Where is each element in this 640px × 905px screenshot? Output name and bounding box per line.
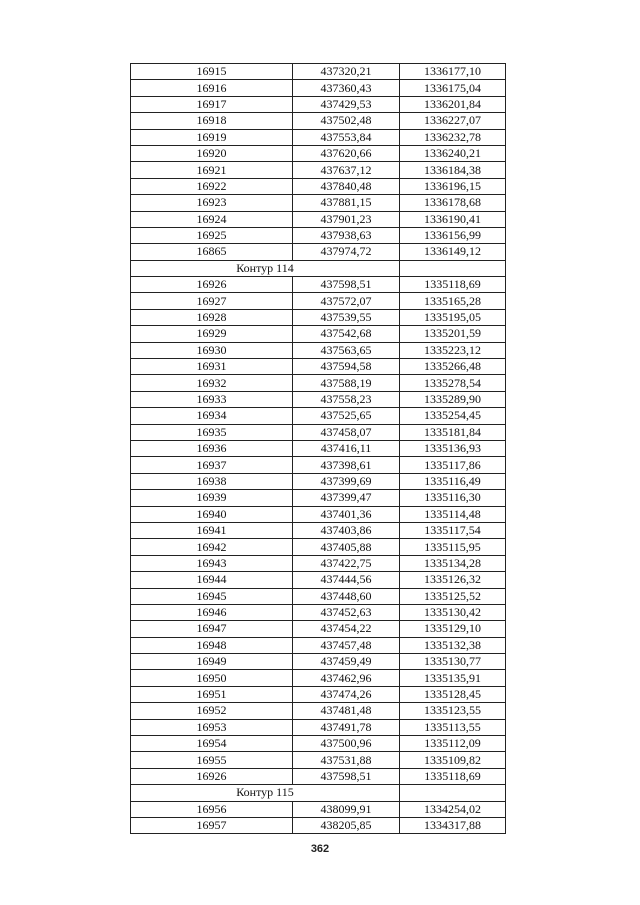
table-row — [131, 752, 506, 768]
x-coordinate-cell: 437398,61 — [293, 457, 400, 473]
table-row — [131, 80, 506, 96]
table-row — [131, 359, 506, 375]
x-coordinate-cell: 438205,85 — [293, 817, 400, 833]
point-number-cell: 16928 — [131, 309, 293, 325]
point-number-cell: 16936 — [131, 440, 293, 456]
x-coordinate-cell: 437572,07 — [293, 293, 400, 309]
point-number-cell: 16940 — [131, 506, 293, 522]
y-coordinate-cell: 1336190,41 — [400, 211, 506, 227]
table-row — [131, 96, 506, 112]
x-coordinate-cell: 437637,12 — [293, 162, 400, 178]
y-coordinate-cell: 1335109,82 — [400, 752, 506, 768]
y-coordinate-cell: 1335136,93 — [400, 440, 506, 456]
table-row — [131, 637, 506, 653]
y-coordinate-cell: 1336184,38 — [400, 162, 506, 178]
table-row — [131, 604, 506, 620]
point-number-cell: 16946 — [131, 604, 293, 620]
y-coordinate-cell: 1335135,91 — [400, 670, 506, 686]
point-number-cell: 16921 — [131, 162, 293, 178]
x-coordinate-cell: 437531,88 — [293, 752, 400, 768]
x-coordinate-cell: 437405,88 — [293, 539, 400, 555]
y-coordinate-cell: 1335113,55 — [400, 719, 506, 735]
point-number-cell: 16950 — [131, 670, 293, 686]
point-number-cell: 16938 — [131, 473, 293, 489]
x-coordinate-cell: 437399,69 — [293, 473, 400, 489]
table-row — [131, 145, 506, 161]
y-coordinate-cell: 1336196,15 — [400, 178, 506, 194]
y-coordinate-cell: 1336156,99 — [400, 227, 506, 243]
point-number-cell: 16930 — [131, 342, 293, 358]
table-row — [131, 129, 506, 145]
table-row — [131, 342, 506, 358]
y-coordinate-cell: 1335201,59 — [400, 326, 506, 342]
table-row — [131, 473, 506, 489]
x-coordinate-cell: 437542,68 — [293, 326, 400, 342]
contour-header-row — [131, 785, 506, 801]
x-coordinate-cell: 437481,48 — [293, 703, 400, 719]
table-row — [131, 768, 506, 784]
y-coordinate-cell: 1335130,77 — [400, 654, 506, 670]
contour-header-row — [131, 260, 506, 276]
x-coordinate-cell: 437416,11 — [293, 440, 400, 456]
x-coordinate-cell: 437458,07 — [293, 424, 400, 440]
table-row — [131, 621, 506, 637]
x-coordinate-cell: 437620,66 — [293, 145, 400, 161]
point-number-cell: 16941 — [131, 522, 293, 538]
x-coordinate-cell: 437452,63 — [293, 604, 400, 620]
contour-label: Контур 115 — [131, 785, 400, 801]
x-coordinate-cell: 437525,65 — [293, 408, 400, 424]
y-coordinate-cell: 1335129,10 — [400, 621, 506, 637]
point-number-cell: 16919 — [131, 129, 293, 145]
x-coordinate-cell: 437563,65 — [293, 342, 400, 358]
y-coordinate-cell: 1335117,54 — [400, 522, 506, 538]
table-row — [131, 244, 506, 260]
x-coordinate-cell: 437502,48 — [293, 113, 400, 129]
x-coordinate-cell: 437457,48 — [293, 637, 400, 653]
point-number-cell: 16953 — [131, 719, 293, 735]
x-coordinate-cell: 437553,84 — [293, 129, 400, 145]
coordinates-table-body — [131, 64, 506, 834]
x-coordinate-cell: 437539,55 — [293, 309, 400, 325]
x-coordinate-cell: 437500,96 — [293, 736, 400, 752]
x-coordinate-cell: 437474,26 — [293, 686, 400, 702]
y-coordinate-cell: 1334317,88 — [400, 817, 506, 833]
point-number-cell: 16927 — [131, 293, 293, 309]
point-number-cell: 16949 — [131, 654, 293, 670]
table-row — [131, 309, 506, 325]
point-number-cell: 16942 — [131, 539, 293, 555]
x-coordinate-cell: 437901,23 — [293, 211, 400, 227]
point-number-cell: 16922 — [131, 178, 293, 194]
y-coordinate-cell: 1335118,69 — [400, 768, 506, 784]
point-number-cell: 16944 — [131, 572, 293, 588]
x-coordinate-cell: 437558,23 — [293, 391, 400, 407]
table-row — [131, 293, 506, 309]
y-coordinate-cell: 1335116,30 — [400, 490, 506, 506]
x-coordinate-cell: 437454,22 — [293, 621, 400, 637]
point-number-cell: 16924 — [131, 211, 293, 227]
y-coordinate-cell: 1335126,32 — [400, 572, 506, 588]
y-coordinate-cell: 1336177,10 — [400, 64, 506, 80]
point-number-cell: 16926 — [131, 768, 293, 784]
y-coordinate-cell: 1335289,90 — [400, 391, 506, 407]
table-row — [131, 424, 506, 440]
y-coordinate-cell: 1335278,54 — [400, 375, 506, 391]
point-number-cell: 16954 — [131, 736, 293, 752]
table-row — [131, 506, 506, 522]
point-number-cell: 16917 — [131, 96, 293, 112]
y-coordinate-cell: 1335195,05 — [400, 309, 506, 325]
table-row — [131, 736, 506, 752]
x-coordinate-cell: 437588,19 — [293, 375, 400, 391]
x-coordinate-cell: 437840,48 — [293, 178, 400, 194]
x-coordinate-cell: 437360,43 — [293, 80, 400, 96]
table-row — [131, 490, 506, 506]
point-number-cell: 16935 — [131, 424, 293, 440]
point-number-cell: 16955 — [131, 752, 293, 768]
y-coordinate-cell: 1335118,69 — [400, 277, 506, 293]
y-coordinate-cell: 1335116,49 — [400, 473, 506, 489]
table-row — [131, 817, 506, 833]
y-coordinate-cell: 1335117,86 — [400, 457, 506, 473]
y-coordinate-cell: 1335123,55 — [400, 703, 506, 719]
table-row — [131, 162, 506, 178]
x-coordinate-cell: 437403,86 — [293, 522, 400, 538]
point-number-cell: 16915 — [131, 64, 293, 80]
table-row — [131, 719, 506, 735]
table-row — [131, 670, 506, 686]
point-number-cell: 16932 — [131, 375, 293, 391]
table-row — [131, 277, 506, 293]
y-coordinate-cell: 1336175,04 — [400, 80, 506, 96]
x-coordinate-cell: 437399,47 — [293, 490, 400, 506]
table-row — [131, 440, 506, 456]
point-number-cell: 16945 — [131, 588, 293, 604]
table-row — [131, 522, 506, 538]
y-coordinate-cell: 1336232,78 — [400, 129, 506, 145]
point-number-cell: 16926 — [131, 277, 293, 293]
table-row — [131, 195, 506, 211]
x-coordinate-cell: 437598,51 — [293, 277, 400, 293]
table-row — [131, 457, 506, 473]
point-number-cell: 16923 — [131, 195, 293, 211]
table-row — [131, 703, 506, 719]
point-number-cell: 16925 — [131, 227, 293, 243]
point-number-cell: 16934 — [131, 408, 293, 424]
x-coordinate-cell: 437974,72 — [293, 244, 400, 260]
table-row — [131, 539, 506, 555]
y-coordinate-cell: 1335128,45 — [400, 686, 506, 702]
x-coordinate-cell: 437429,53 — [293, 96, 400, 112]
point-number-cell: 16933 — [131, 391, 293, 407]
point-number-cell: 16951 — [131, 686, 293, 702]
table-row — [131, 375, 506, 391]
y-coordinate-cell: 1335134,28 — [400, 555, 506, 571]
y-coordinate-cell: 1335112,09 — [400, 736, 506, 752]
x-coordinate-cell: 437491,78 — [293, 719, 400, 735]
empty-cell — [400, 260, 506, 276]
y-coordinate-cell: 1335132,38 — [400, 637, 506, 653]
table-row — [131, 178, 506, 194]
y-coordinate-cell: 1336178,68 — [400, 195, 506, 211]
table-row — [131, 654, 506, 670]
x-coordinate-cell: 437444,56 — [293, 572, 400, 588]
table-row — [131, 801, 506, 817]
y-coordinate-cell: 1335114,48 — [400, 506, 506, 522]
y-coordinate-cell: 1334254,02 — [400, 801, 506, 817]
contour-label: Контур 114 — [131, 260, 400, 276]
coordinates-table — [130, 63, 506, 834]
x-coordinate-cell: 437422,75 — [293, 555, 400, 571]
point-number-cell: 16918 — [131, 113, 293, 129]
table-row — [131, 227, 506, 243]
x-coordinate-cell: 438099,91 — [293, 801, 400, 817]
y-coordinate-cell: 1336227,07 — [400, 113, 506, 129]
y-coordinate-cell: 1335165,28 — [400, 293, 506, 309]
x-coordinate-cell: 437448,60 — [293, 588, 400, 604]
y-coordinate-cell: 1335125,52 — [400, 588, 506, 604]
y-coordinate-cell: 1335181,84 — [400, 424, 506, 440]
x-coordinate-cell: 437594,58 — [293, 359, 400, 375]
point-number-cell: 16865 — [131, 244, 293, 260]
x-coordinate-cell: 437462,96 — [293, 670, 400, 686]
x-coordinate-cell: 437459,49 — [293, 654, 400, 670]
empty-cell — [400, 785, 506, 801]
point-number-cell: 16957 — [131, 817, 293, 833]
table-row — [131, 391, 506, 407]
y-coordinate-cell: 1335266,48 — [400, 359, 506, 375]
x-coordinate-cell: 437938,63 — [293, 227, 400, 243]
point-number-cell: 16943 — [131, 555, 293, 571]
table-row — [131, 64, 506, 80]
y-coordinate-cell: 1335223,12 — [400, 342, 506, 358]
table-row — [131, 588, 506, 604]
table-row — [131, 555, 506, 571]
y-coordinate-cell: 1336149,12 — [400, 244, 506, 260]
y-coordinate-cell: 1335130,42 — [400, 604, 506, 620]
y-coordinate-cell: 1336240,21 — [400, 145, 506, 161]
x-coordinate-cell: 437401,36 — [293, 506, 400, 522]
point-number-cell: 16952 — [131, 703, 293, 719]
table-row — [131, 686, 506, 702]
point-number-cell: 16916 — [131, 80, 293, 96]
y-coordinate-cell: 1335115,95 — [400, 539, 506, 555]
x-coordinate-cell: 437881,15 — [293, 195, 400, 211]
point-number-cell: 16929 — [131, 326, 293, 342]
x-coordinate-cell: 437598,51 — [293, 768, 400, 784]
table-row — [131, 113, 506, 129]
point-number-cell: 16956 — [131, 801, 293, 817]
y-coordinate-cell: 1335254,45 — [400, 408, 506, 424]
table-row — [131, 572, 506, 588]
table-row — [131, 326, 506, 342]
point-number-cell: 16937 — [131, 457, 293, 473]
point-number-cell: 16948 — [131, 637, 293, 653]
table-row — [131, 211, 506, 227]
page-number: 362 — [310, 843, 330, 855]
point-number-cell: 16920 — [131, 145, 293, 161]
table-row — [131, 408, 506, 424]
point-number-cell: 16947 — [131, 621, 293, 637]
x-coordinate-cell: 437320,21 — [293, 64, 400, 80]
point-number-cell: 16931 — [131, 359, 293, 375]
point-number-cell: 16939 — [131, 490, 293, 506]
y-coordinate-cell: 1336201,84 — [400, 96, 506, 112]
